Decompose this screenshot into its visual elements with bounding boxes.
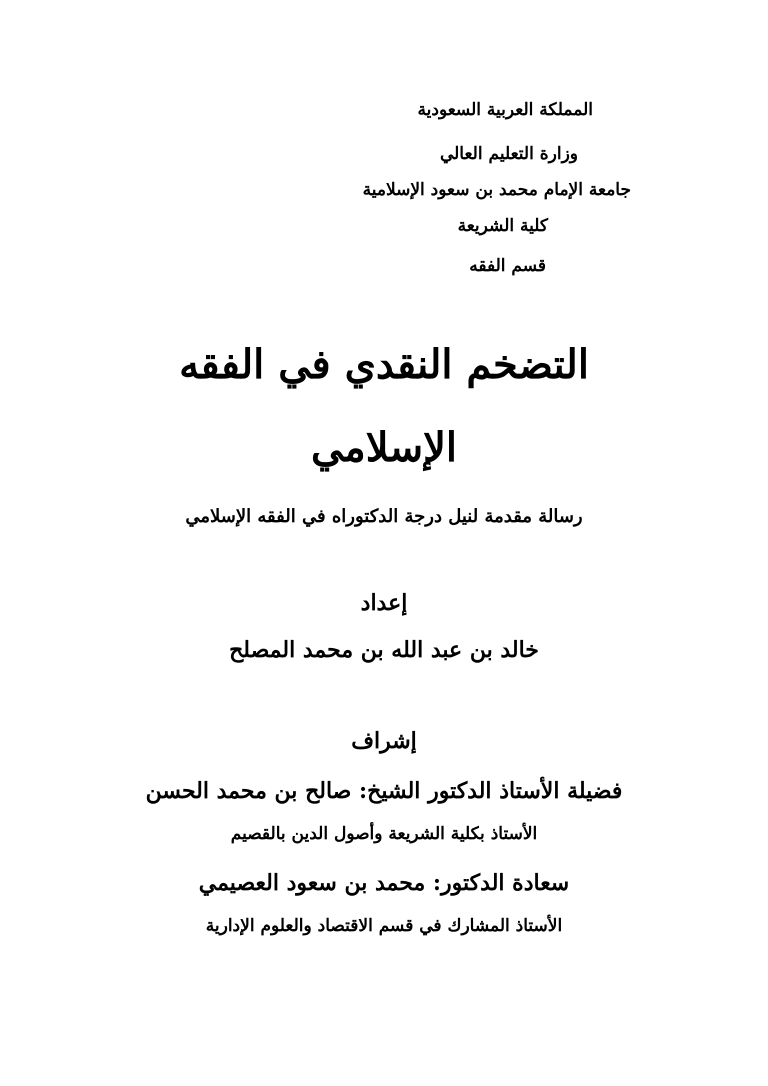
thesis-subtitle: رسالة مقدمة لنيل درجة الدكتوراه في الفقه الإسلامي [185,506,583,527]
header-department: قسم الفقه [469,256,546,276]
header-kingdom: المملكة العربية السعودية [417,100,593,120]
author-name: خالد بن عبد الله بن محمد المصلح [229,637,539,663]
supervisor-2-role: الأستاذ المشارك في قسم الاقتصاد والعلوم الإدارية [205,916,563,936]
supervision-label: إشراف [351,728,417,754]
header-university: جامعة الإمام محمد بن سعود الإسلامية [362,180,631,200]
supervisor-1-name: فضيلة الأستاذ الدكتور الشيخ: صالح بن محمد الحسن [145,778,623,804]
author-label: إعداد [360,590,408,616]
supervisor-1-role: الأستاذ بكلية الشريعة وأصول الدين بالقصيم [230,824,538,844]
thesis-title-line-1: التضخم النقدي في الفقه [179,341,589,388]
header-ministry: وزارة التعليم العالي [439,144,578,164]
supervisor-2-name: سعادة الدكتور: محمد بن سعود العصيمي [198,870,570,896]
header-college: كلية الشريعة [457,216,548,236]
thesis-title-line-2: الإسلامي [310,424,458,471]
